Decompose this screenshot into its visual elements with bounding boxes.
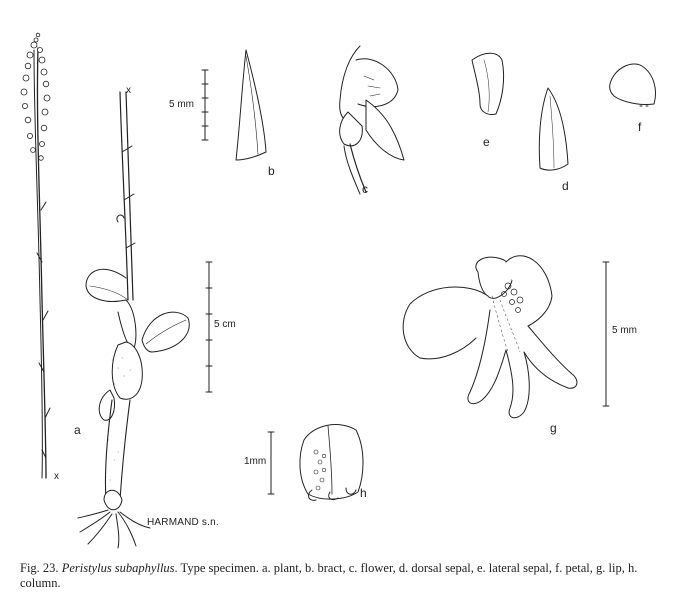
lip-drawing bbox=[403, 256, 577, 418]
scale-bar-5mm-right bbox=[603, 262, 609, 406]
scale-bar-1mm bbox=[268, 432, 274, 494]
scale-label-5mm-top: 5 mm bbox=[169, 99, 194, 110]
label-d: d bbox=[562, 179, 569, 193]
scale-bar-5cm bbox=[206, 262, 212, 392]
bract-drawing bbox=[236, 50, 266, 160]
caption-description: . Type specimen. a. plant, b. bract, c. flower, d. dorsal sepal, e. lateral sepal, f. petal, g. lip, h. column. bbox=[20, 561, 638, 590]
flower-drawing bbox=[340, 46, 404, 194]
column-drawing bbox=[300, 425, 363, 501]
petal-drawing bbox=[610, 64, 656, 106]
label-f: f bbox=[638, 120, 642, 134]
dorsal-sepal-drawing bbox=[539, 88, 568, 170]
caption-fig-number: Fig. 23. bbox=[20, 561, 59, 575]
label-a: a bbox=[74, 423, 81, 437]
label-x-top: x bbox=[126, 85, 131, 96]
scale-bar-5mm-top bbox=[202, 70, 208, 140]
plant-slender-drawing bbox=[21, 33, 50, 478]
label-e: e bbox=[483, 135, 490, 149]
scale-label-5cm: 5 cm bbox=[214, 319, 236, 330]
label-c: c bbox=[362, 182, 368, 196]
label-g: g bbox=[550, 421, 557, 435]
collector-label: HARMAND s.n. bbox=[147, 517, 219, 528]
lateral-sepal-drawing bbox=[472, 53, 504, 114]
plant-robust-drawing bbox=[78, 92, 189, 548]
label-x-bottom: x bbox=[54, 471, 59, 482]
label-h: h bbox=[360, 486, 367, 500]
scale-label-1mm: 1mm bbox=[244, 456, 267, 467]
caption-species: Peristylus subaphyllus bbox=[61, 561, 175, 575]
label-b: b bbox=[268, 164, 275, 178]
figure-caption bbox=[20, 561, 670, 591]
scale-label-5mm-right: 5 mm bbox=[612, 325, 637, 336]
